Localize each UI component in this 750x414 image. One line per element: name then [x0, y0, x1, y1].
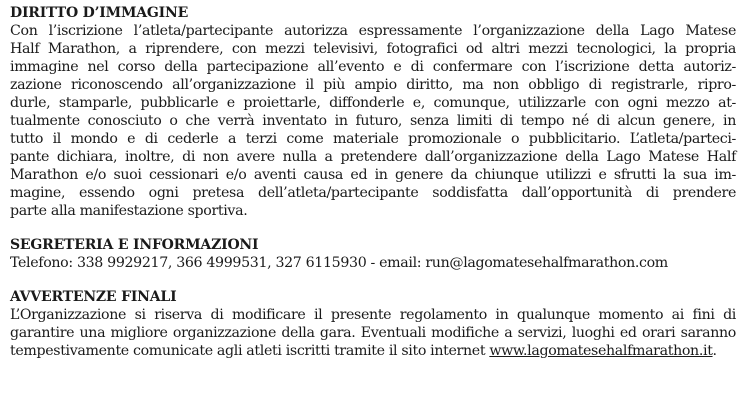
paragraph-line: magine, essendo ogni pretesa dell’atleta/partecipante soddisfatta dall’opportunità di prendere — [10, 185, 736, 201]
image-rights-paragraph — [10, 22, 736, 220]
image-rights-section — [10, 4, 736, 220]
paragraph-line: zazione riconoscendo all’organizzazione il più ampio diritto, ma non obbligo di registrarle, ripro- — [10, 77, 736, 93]
paragraph-line: immagine nel corso della partecipazione all’evento e di confermare con l’iscrizione detta autoriz- — [10, 59, 736, 75]
paragraph-line-with-link — [10, 342, 736, 360]
contact-info: Telefono: 338 9929217, 366 4999531, 327 6115930 - email: run@lagomatesehalfmarathon.com — [10, 255, 668, 271]
image-rights-heading: DIRITTO D’IMMAGINE — [10, 5, 189, 21]
final-notes-heading: AVVERTENZE FINALI — [10, 289, 177, 305]
paragraph-line: parte alla manifestazione sportiva. — [10, 203, 248, 219]
paragraph-line: tutto il mondo e di cederle a terzi come materiale promozionale o pubblicitario. L’atleta/parteci- — [10, 131, 736, 147]
paragraph-line: Marathon e/o suoi cessionari e/o aventi causa ed in genere da chiunque utilizzi e sfrutti la sua im- — [10, 167, 736, 183]
final-notes-section — [10, 288, 736, 360]
secretariat-heading: SEGRETERIA E INFORMAZIONI — [10, 237, 259, 253]
secretariat-section — [10, 236, 736, 272]
link-prefix-text: tempestivamente comunicate agli atleti iscritti tramite il sito internet — [10, 343, 490, 359]
paragraph-line: L’Organizzazione si riserva di modificare il presente regolamento in qualunque momento ai fini di — [10, 307, 736, 323]
link-suffix-text: . — [712, 343, 717, 359]
paragraph-line: pante dichiara, inoltre, di non avere nulla a pretendere dall’organizzazione della Lago Matese Half — [10, 149, 736, 165]
paragraph-line: tualmente conosciuto o che verrà inventato in futuro, senza limiti di tempo né di alcun genere, in — [10, 113, 736, 129]
final-notes-paragraph — [10, 306, 736, 360]
paragraph-line: durle, stamparle, pubblicarle e proiettarle, diffonderle e, comunque, utilizzarle con ogni mezzo at- — [10, 95, 736, 111]
paragraph-line: Half Marathon, a riprendere, con mezzi televisivi, fotografici od altri mezzi tecnologici, la propria — [10, 41, 736, 57]
website-link[interactable]: www.lagomatesehalfmarathon.it — [489, 343, 713, 359]
paragraph-line: Con l’iscrizione l’atleta/partecipante autorizza espressamente l’organizzazione della Lago Matese — [10, 23, 736, 39]
paragraph-line: garantire una migliore organizzazione della gara. Eventuali modifiche a servizi, luoghi ed orari saranno — [10, 325, 736, 341]
document-page — [10, 4, 736, 376]
